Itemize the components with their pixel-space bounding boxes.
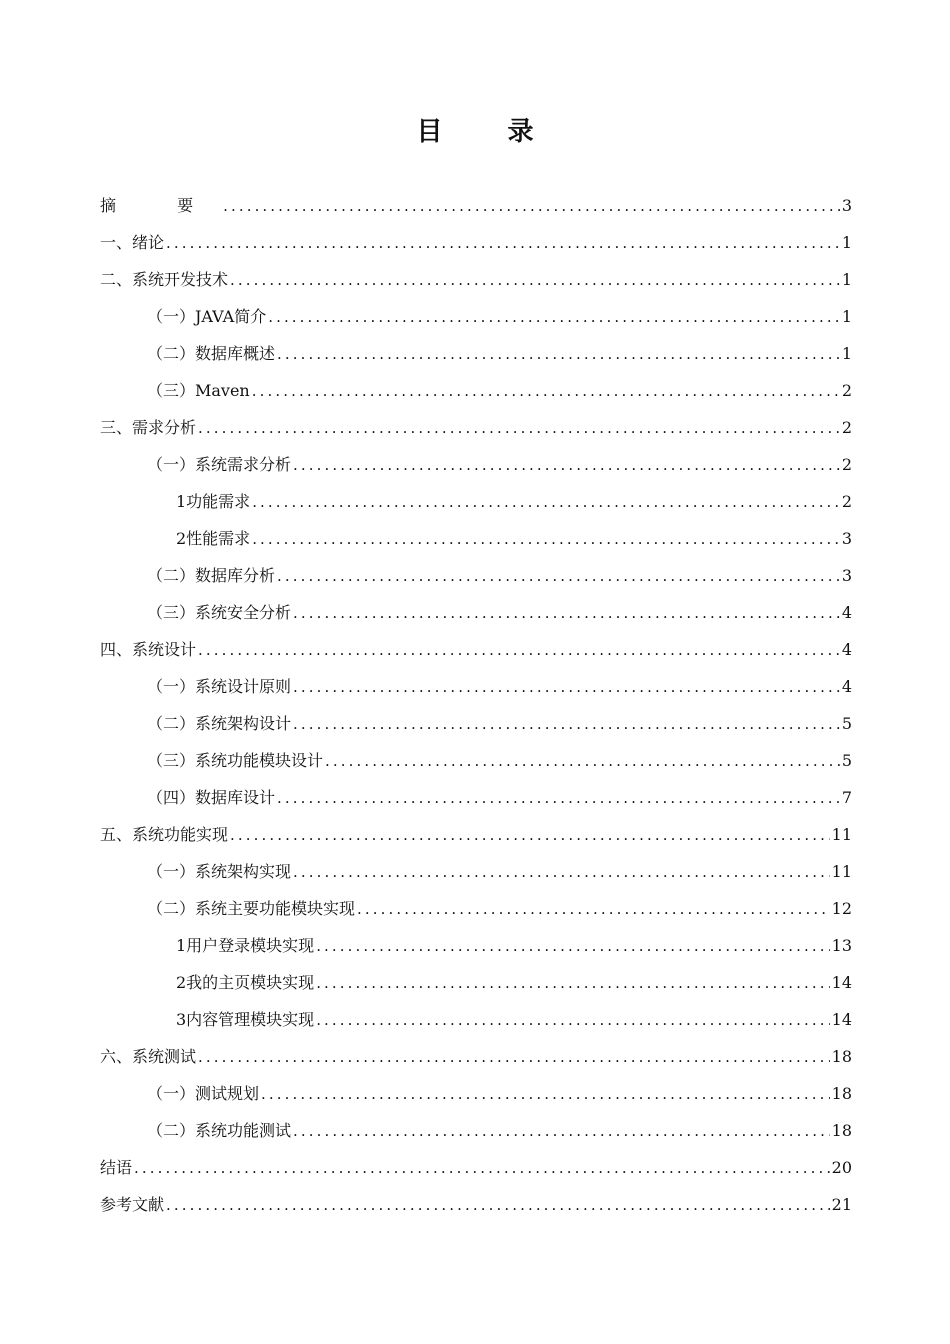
- toc-entry-label: （二）数据库概述: [147, 344, 276, 363]
- toc-entry[interactable]: [100, 291, 852, 328]
- toc-entry-page-number: 14: [831, 973, 852, 992]
- toc-entry-page-number: 5: [841, 751, 852, 770]
- toc-entry[interactable]: [100, 587, 852, 624]
- toc-entry[interactable]: [100, 809, 852, 846]
- toc-entry-label: （三）系统安全分析: [147, 603, 292, 622]
- toc-entry-page-number: 5: [841, 714, 852, 733]
- toc-entry-label: （三）系统功能模块设计: [147, 751, 324, 770]
- toc-entry[interactable]: [100, 1105, 852, 1142]
- toc-entry-page-number: 1: [841, 344, 852, 363]
- toc-entry[interactable]: [100, 698, 852, 735]
- toc-dot-leader: [293, 455, 840, 476]
- toc-dot-leader: [223, 196, 840, 217]
- toc-entry-label: （一）系统需求分析: [147, 455, 292, 474]
- toc-entry-page-number: 2: [841, 418, 852, 437]
- toc-entry-label: 一、绪论: [100, 233, 165, 252]
- toc-dot-leader: [268, 307, 840, 328]
- toc-entry[interactable]: [100, 402, 852, 439]
- toc-dot-leader: [325, 751, 840, 772]
- toc-entry[interactable]: [100, 735, 852, 772]
- toc-title: 目 录: [416, 117, 562, 147]
- toc-entry-page-number: 3: [841, 566, 852, 585]
- toc-entry-label: 二、系统开发技术: [100, 270, 229, 289]
- toc-entry-page-number: 11: [831, 825, 852, 844]
- toc-entry-label: 摘 要: [100, 196, 222, 215]
- toc-dot-leader: [357, 899, 830, 920]
- toc-dot-leader: [252, 492, 840, 513]
- toc-entry[interactable]: [100, 994, 852, 1031]
- toc-dot-leader: [166, 1195, 830, 1216]
- toc-entry[interactable]: [100, 846, 852, 883]
- toc-entry-label: 五、系统功能实现: [100, 825, 229, 844]
- toc-entry-page-number: 7: [841, 788, 852, 807]
- toc-entry-label: 三、需求分析: [100, 418, 197, 437]
- toc-entry-page-number: 18: [831, 1084, 852, 1103]
- toc-entry[interactable]: [100, 920, 852, 957]
- toc-dot-leader: [316, 936, 829, 957]
- toc-entry-page-number: 18: [831, 1121, 852, 1140]
- toc-entry-label: 四、系统设计: [100, 640, 197, 659]
- toc-entry-label: （一）系统设计原则: [147, 677, 292, 696]
- toc-entry-label: （二）系统主要功能模块实现: [147, 899, 356, 918]
- toc-entry[interactable]: [100, 624, 852, 661]
- toc-dot-leader: [293, 603, 840, 624]
- toc-dot-leader: [316, 973, 829, 994]
- toc-entry-label: 2性能需求: [176, 529, 251, 548]
- toc-entry[interactable]: [100, 180, 852, 217]
- toc-entry[interactable]: [100, 1068, 852, 1105]
- toc-dot-leader: [198, 640, 840, 661]
- toc-entry-page-number: 14: [831, 1010, 852, 1029]
- toc-entry-label: 参考文献: [100, 1195, 165, 1214]
- toc-entry-page-number: 12: [831, 899, 852, 918]
- toc-entry-page-number: 1: [841, 270, 852, 289]
- toc-entry-label: （二）系统架构设计: [147, 714, 292, 733]
- toc-entry-page-number: 2: [841, 455, 852, 474]
- toc-dot-leader: [293, 862, 830, 883]
- toc-dot-leader: [293, 1121, 830, 1142]
- toc-dot-leader: [293, 677, 840, 698]
- toc-entry-page-number: 11: [831, 862, 852, 881]
- toc-entry[interactable]: [100, 476, 852, 513]
- toc-entry-page-number: 4: [841, 603, 852, 622]
- toc-entry[interactable]: [100, 513, 852, 550]
- toc-entry[interactable]: [100, 254, 852, 291]
- toc-entry[interactable]: [100, 1031, 852, 1068]
- toc-entry-label: 2我的主页模块实现: [176, 973, 315, 992]
- toc-entry-page-number: 2: [841, 381, 852, 400]
- toc-dot-leader: [166, 233, 840, 254]
- toc-entry[interactable]: [100, 550, 852, 587]
- toc-entry[interactable]: [100, 957, 852, 994]
- toc-dot-leader: [230, 825, 830, 846]
- toc-entry-page-number: 4: [841, 677, 852, 696]
- toc-entry[interactable]: [100, 1179, 852, 1216]
- toc-list: [100, 180, 852, 1216]
- toc-entry[interactable]: [100, 772, 852, 809]
- toc-dot-leader: [277, 788, 840, 809]
- toc-entry-label: （三）Maven: [147, 381, 250, 400]
- toc-entry[interactable]: [100, 365, 852, 402]
- toc-entry-page-number: 13: [831, 936, 852, 955]
- toc-entry-page-number: 3: [841, 196, 852, 215]
- toc-entry[interactable]: [100, 439, 852, 476]
- toc-entry-page-number: 18: [831, 1047, 852, 1066]
- toc-entry[interactable]: [100, 883, 852, 920]
- toc-dot-leader: [198, 418, 840, 439]
- toc-dot-leader: [277, 566, 840, 587]
- toc-entry-page-number: 1: [841, 307, 852, 326]
- toc-entry-page-number: 3: [841, 529, 852, 548]
- toc-entry-page-number: 2: [841, 492, 852, 511]
- toc-dot-leader: [261, 1084, 830, 1105]
- toc-dot-leader: [293, 714, 840, 735]
- toc-entry-label: 3内容管理模块实现: [176, 1010, 315, 1029]
- toc-dot-leader: [252, 529, 840, 550]
- toc-entry[interactable]: [100, 328, 852, 365]
- toc-dot-leader: [230, 270, 840, 291]
- toc-entry[interactable]: [100, 661, 852, 698]
- toc-entry-label: 1用户登录模块实现: [176, 936, 315, 955]
- toc-entry-label: （一）系统架构实现: [147, 862, 292, 881]
- toc-dot-leader: [134, 1158, 830, 1179]
- toc-entry-label: 1功能需求: [176, 492, 251, 511]
- toc-entry-page-number: 21: [831, 1195, 852, 1214]
- toc-entry-label: 六、系统测试: [100, 1047, 197, 1066]
- toc-entry-label: （四）数据库设计: [147, 788, 276, 807]
- toc-entry-page-number: 20: [831, 1158, 852, 1177]
- toc-entry[interactable]: [100, 217, 852, 254]
- toc-entry-page-number: 4: [841, 640, 852, 659]
- toc-entry-label: （二）数据库分析: [147, 566, 276, 585]
- toc-entry[interactable]: [100, 1142, 852, 1179]
- toc-dot-leader: [277, 344, 840, 365]
- toc-entry-page-number: 1: [841, 233, 852, 252]
- toc-entry-label: （一）JAVA简介: [147, 307, 267, 326]
- toc-dot-leader: [198, 1047, 830, 1068]
- toc-entry-label: 结语: [100, 1158, 133, 1177]
- toc-entry-label: （二）系统功能测试: [147, 1121, 292, 1140]
- toc-entry-label: （一）测试规划: [147, 1084, 260, 1103]
- toc-dot-leader: [252, 381, 840, 402]
- toc-dot-leader: [316, 1010, 829, 1031]
